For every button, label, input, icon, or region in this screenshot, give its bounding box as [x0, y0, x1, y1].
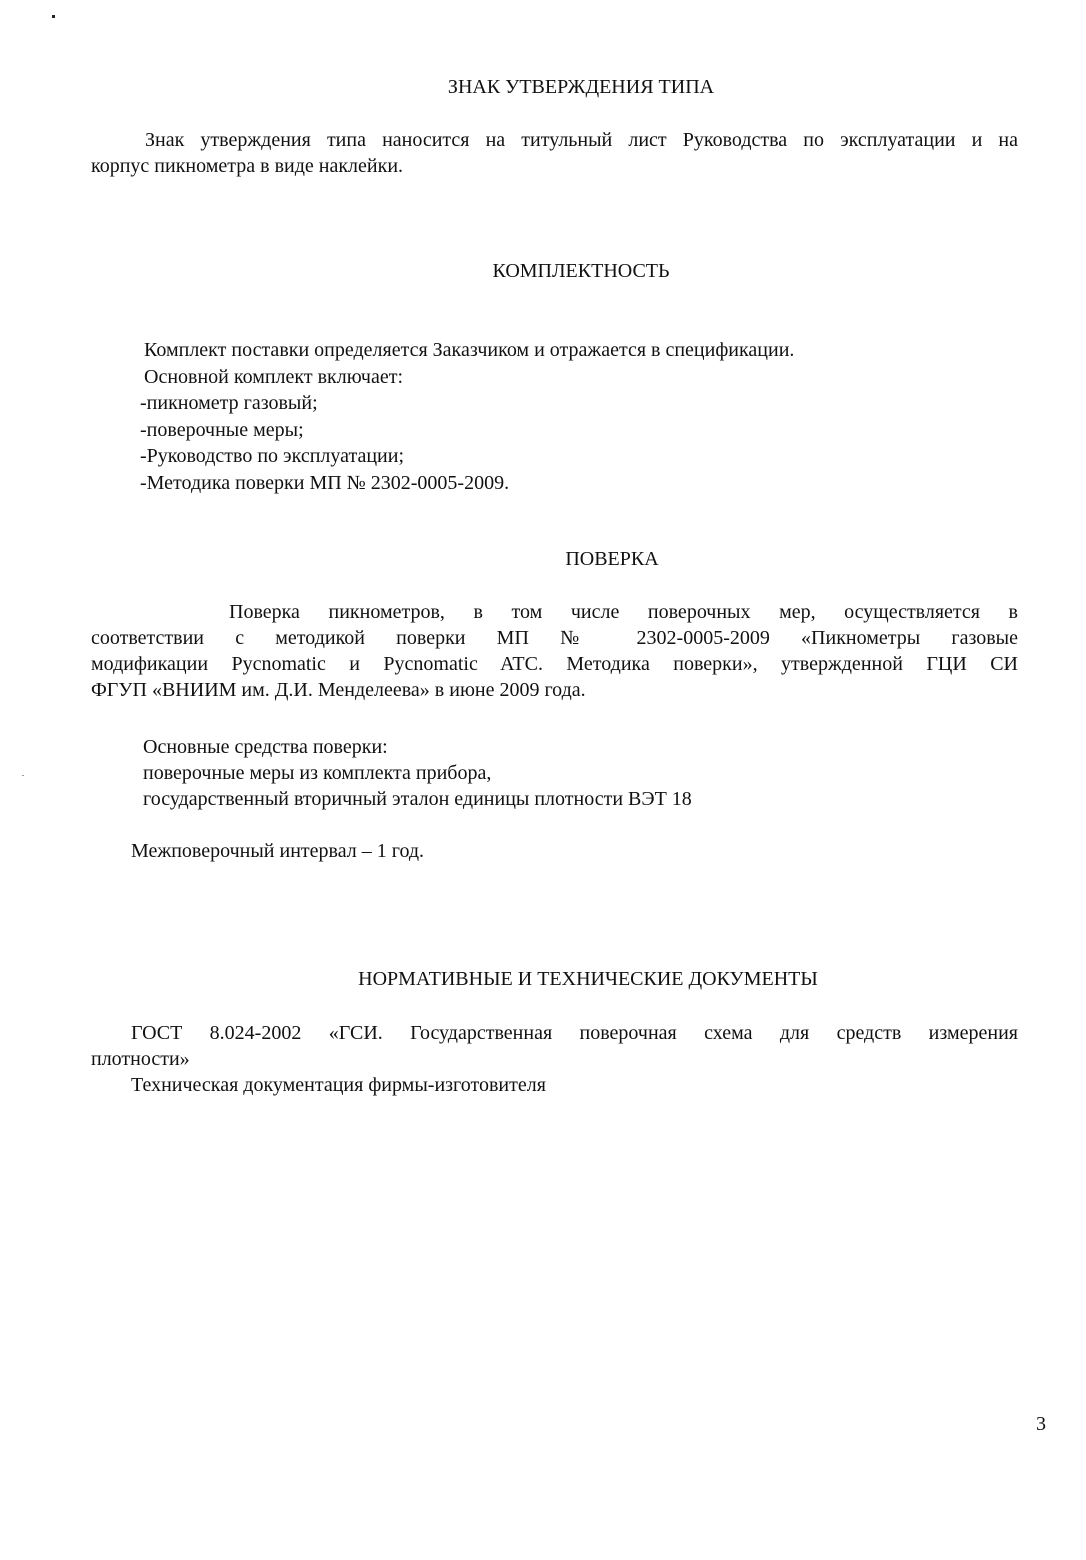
- list-item: -Руководство по эксплуатации;: [140, 445, 405, 467]
- means-heading: Основные средства поверки:: [143, 736, 388, 758]
- type-mark-paragraph: [91, 127, 1018, 179]
- paragraph-line: плотности»: [91, 1048, 190, 1070]
- completeness-includes: Основной комплект включает:: [144, 365, 404, 388]
- page-number: 3: [1036, 1413, 1046, 1435]
- scan-speck: [22, 775, 24, 776]
- list-item: -Методика поверки МП № 2302-0005-2009.: [140, 471, 510, 494]
- completeness-list: [140, 337, 795, 496]
- means-item: государственный вторичный эталон единицы плотности ВЭТ 18: [143, 788, 692, 810]
- paragraph-line: ФГУП «ВНИИМ им. Д.И. Менделеева» в июне 2009 года.: [91, 679, 586, 701]
- paragraph-line: Знак утверждения типа наносится на титульный лист Руководства по эксплуатации и на: [145, 129, 1018, 151]
- paragraph-line: корпус пикнометра в виде наклейки.: [91, 155, 404, 177]
- means-item: поверочные меры из комплекта прибора,: [143, 762, 492, 784]
- list-item: -поверочные меры;: [140, 418, 304, 441]
- normative-paragraph: [91, 1020, 1018, 1072]
- normative-manufacturer-docs: Техническая документация фирмы-изготовителя: [131, 1074, 546, 1096]
- paragraph-line: модификации Pycnomatic и Pycnomatic ATC. Методика поверки», утвержденной ГЦИ СИ: [91, 653, 1018, 675]
- section-title-type-mark: ЗНАК УТВЕРЖДЕНИЯ ТИПА: [447, 76, 715, 98]
- section-title-completeness: КОМПЛЕКТНОСТЬ: [492, 260, 670, 282]
- section-title-normative: НОРМАТИВНЫЕ И ТЕХНИЧЕСКИЕ ДОКУМЕНТЫ: [358, 968, 818, 990]
- scan-speck: [52, 15, 55, 18]
- section-title-verification: ПОВЕРКА: [565, 548, 659, 570]
- verification-interval: Межповерочный интервал – 1 год.: [131, 840, 425, 862]
- paragraph-line: ГОСТ 8.024-2002 «ГСИ. Государственная поверочная схема для средств измерения: [131, 1022, 1018, 1044]
- paragraph-line: Поверка пикнометров, в том числе поверочных мер, осуществляется в: [229, 601, 1018, 623]
- list-item: -пикнометр газовый;: [140, 392, 318, 414]
- completeness-intro: Комплект поставки определяется Заказчиком и отражается в спецификации.: [144, 339, 795, 361]
- verification-means: [143, 734, 692, 812]
- verification-paragraph: [91, 599, 1018, 703]
- paragraph-line: соответствии с методикой поверки МП № 2302-0005-2009 «Пикнометры газовые: [91, 627, 1018, 649]
